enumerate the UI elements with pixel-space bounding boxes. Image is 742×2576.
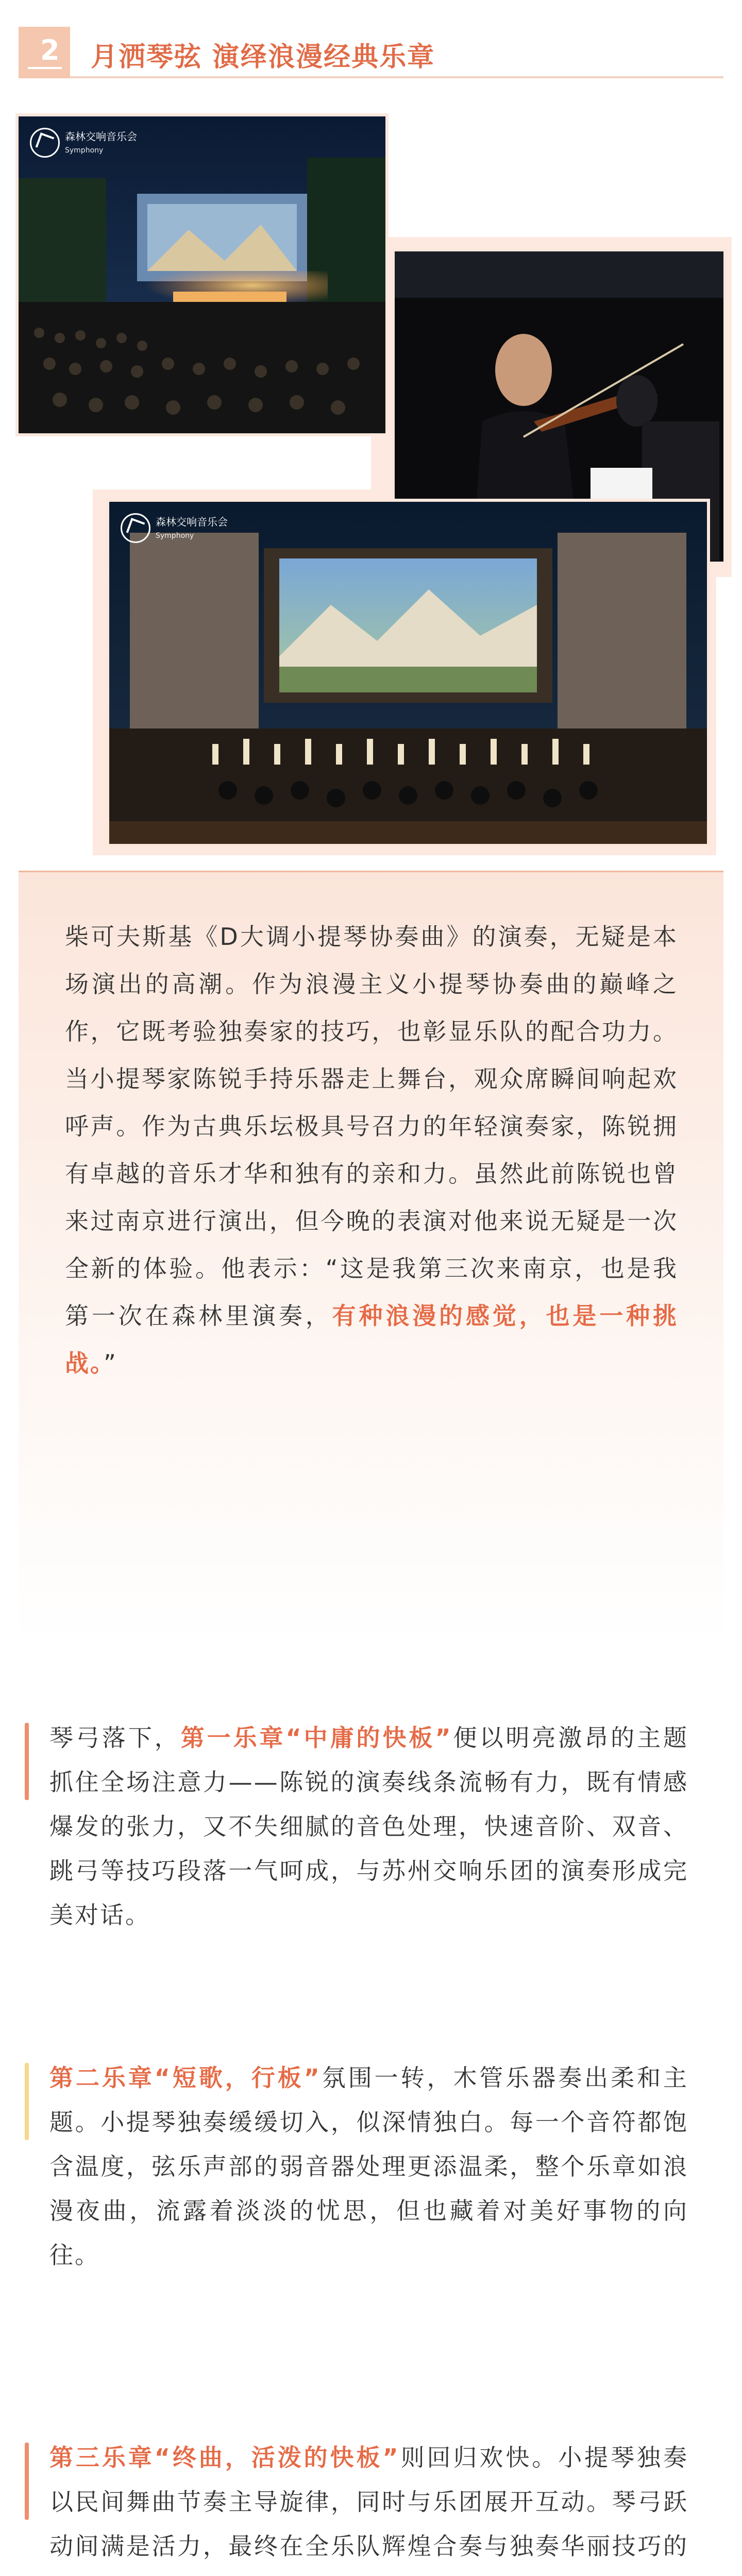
movement-1-lead: 琴弓落下， <box>49 1724 181 1752</box>
movement-3-text: 则回归欢快。小提琴独奏以民间舞曲节奏主导旋律，同时与乐团展开互动。琴弓跃动间满是活力，最终在全乐队辉煌合奏与独奏华丽技巧的 <box>49 2444 688 2560</box>
intro-text: 柴可夫斯基《D大调小提琴协奏曲》的演奏，无疑是本场演出的高潮。作为浪漫主义小提琴协奏曲的巅峰之作，它既考验独奏家的技巧，也彰显乐队的配合功力。当小提琴家陈锐手持乐器走上舞台，观众席瞬间响起欢呼声。作为古典乐坛极具号召力的年轻演奏家，陈锐拥有卓越的音乐才华和独有的亲和力。虽然此前陈锐也曾来过南京进行演出，但今晚的表演对他来说无疑是一次全新的体验。他表示：“这是我第三次来南京，也是我第一次在森林里演奏， <box>65 923 678 1330</box>
movement-2-block <box>49 2056 688 2277</box>
concert-audience-image <box>19 116 385 433</box>
movement-3-accent-bar <box>25 2443 29 2520</box>
movement-2-text: 氛围一转，木管乐器奏出柔和主题。小提琴独奏缓缓切入，似深情独白。每一个音符都饱含温度，弦乐声部的弱音器处理更添温柔，整个乐章如浪漫夜曲，流露着淡淡的忧思，但也藏着对美好事物的向往。 <box>49 2064 689 2269</box>
movement-3-block <box>49 2435 688 2576</box>
movement-1-block <box>49 1716 688 1937</box>
movement-3-paragraph <box>49 2435 688 2576</box>
intro-paragraph <box>65 913 678 1387</box>
movement-1-paragraph <box>49 1716 688 1937</box>
section-title: 月洒琴弦 演绎浪漫经典乐章 <box>91 42 435 73</box>
concert-logo-icon <box>121 513 150 543</box>
section-divider <box>70 76 723 78</box>
section-number: 2 <box>40 34 60 66</box>
section-header <box>19 27 723 78</box>
concert-logo-text: 森林交响音乐会 <box>156 516 228 528</box>
movement-2-accent-bar <box>25 2063 29 2140</box>
intro-highlight: 有种浪漫的感觉，也是一种挑战。 <box>65 1302 679 1377</box>
movement-1-text: 便以明亮激昂的主题抓住全场注意力——陈锐的演奏线条流畅有力，既有情感爆发的张力，又不失细腻的音色处理，快速音阶、双音、跳弓等技巧段落一气呵成，与苏州交响乐团的演奏形成完美对话。 <box>49 1724 689 1929</box>
intro-top-rule <box>19 871 723 872</box>
concert-photo-audience <box>19 116 385 433</box>
movement-2-paragraph <box>49 2056 688 2277</box>
concert-logo <box>30 128 137 158</box>
concert-logo-icon <box>30 128 60 158</box>
intro-text-end: ” <box>104 1349 117 1377</box>
concert-logo <box>121 513 228 543</box>
section-number-badge <box>19 27 70 78</box>
movement-1-title: 第一乐章“中庸的快板” <box>180 1724 452 1752</box>
movement-1-accent-bar <box>25 1723 29 1800</box>
concert-logo-subtext: Symphony <box>156 532 194 540</box>
movement-3-title: 第三乐章“终曲，活泼的快板” <box>49 2444 400 2471</box>
stage-image <box>109 502 707 844</box>
movement-2-title: 第二乐章“短歌，行板” <box>49 2064 321 2092</box>
concert-logo-subtext: Symphony <box>65 146 104 155</box>
concert-logo-text: 森林交响音乐会 <box>65 130 137 143</box>
section-number-underline <box>28 67 62 69</box>
stage-photo <box>109 502 707 844</box>
